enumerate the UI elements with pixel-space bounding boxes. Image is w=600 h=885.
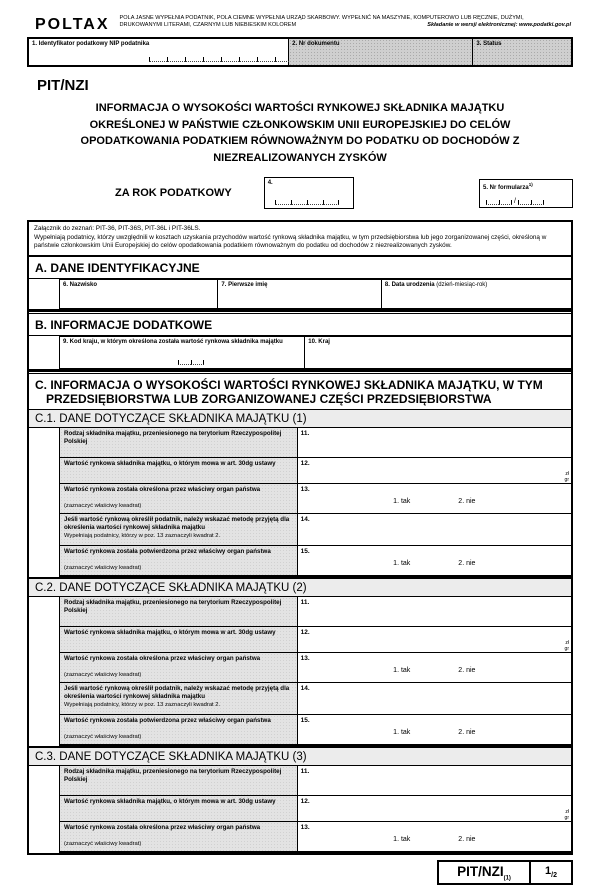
poltax-logo: POLTAX [35,16,110,33]
row-label-note: (zaznaczyć właściwy kwadrat) [64,841,142,848]
nip-field-label: 1. Identyfikator podatkowy NIP podatnika [32,41,150,47]
country-code-entry-comb[interactable] [178,360,204,365]
tax-year-entry-comb[interactable] [275,200,339,205]
row-value-cell[interactable] [298,683,571,714]
position-number: 11. [300,429,310,437]
row-label-note: (zaznaczyć właściwy kwadrat) [64,565,142,572]
subsection-c1 [29,410,571,577]
row-label-cell [60,428,298,457]
document-number-label: 2. Nr dokumentu [292,41,340,47]
section-b-header: B. INFORMACJE DODATKOWE [29,311,571,336]
attachment-note-line-2: Wypełniają podatnicy, którzy uwzględnili w kosztach uzyskania przychodów wartość rynkową składnika majątku, w tym przedsiębiorstwa lub jego zorganizowanej części, określoną w państwie członkowskim Unii Europejskiej do celów opodatkowania podatkiem równoważnym do podatku od dochodów z niezrealizowanych zysków. [34,233,547,250]
position-number: 12. [300,459,310,467]
row-value-cell[interactable] [298,653,571,682]
row-label-note: Wypełniają podatnicy, którzy w poz. 13 zaznaczyli kwadrat 2. [64,701,221,708]
birth-date-field[interactable] [382,279,571,309]
option-nie[interactable]: 2. nie [458,559,476,567]
row-label: Wartość rynkowa składnika majątku, o którym mowa w art. 30dg ustawy [64,797,276,805]
row-value-cell[interactable] [298,514,571,545]
amount-unit-zl: zł [565,640,569,647]
row-value-cell[interactable] [298,766,571,795]
form-title: INFORMACJA O WYSOKOŚCI WARTOŚCI RYNKOWEJ SKŁADNIKA MAJĄTKU OKREŚLONEJ W PAŃSTWIE CZŁONKOWSKIM UNII EUROPEJSKIEJ DO CELÓW OPODATKOWANIA PODATKIEM RÓWNOWAŻNYM DO PODATKU OD DOCHODÓW Z NIEZREALIZOWANYCH ZYSKÓW [80,102,520,164]
form-number-footnote-mark: 1) [528,181,533,187]
row-value-cell[interactable] [298,546,571,575]
position-number: 11. [300,767,310,775]
row-label-note: (zaznaczyć właściwy kwadrat) [64,672,142,679]
tax-year-field[interactable] [264,177,354,209]
country-code-field[interactable] [60,336,305,369]
row-label-cell [60,597,298,626]
amount-unit [565,810,569,821]
footer-form-code: PIT/$NZI_{(1)}$ [439,862,531,883]
amount-unit-zl: zł [565,809,569,816]
yes-no-options [301,560,568,567]
document-number-field [289,39,473,65]
subsection-c2 [29,577,571,746]
attachment-note [29,222,571,257]
row-label: Wartość rynkowa została określona przez właściwy organ państwa [64,485,261,493]
row-value-cell[interactable] [298,458,571,483]
table-row [59,597,571,627]
row-label-cell [60,484,298,513]
row-label-cell [60,822,298,851]
option-tak[interactable]: 1. tak [393,835,411,843]
row-value-cell[interactable] [298,715,571,744]
tax-year-field-number: 4. [267,180,273,186]
efiling-note: Składanie w wersji elektronicznej: www.podatki.gov.pl [427,21,571,28]
row-label: Jeśli wartość rynkową określił podatnik, należy wskazać metodę przyjętą dla określenia wartości rynkowej składnika majątku [64,515,290,532]
row-label-cell [60,715,298,744]
table-row [59,715,571,746]
tax-year-row [27,176,573,210]
row-label-cell [60,627,298,652]
amount-unit [565,472,569,483]
option-nie[interactable]: 2. nie [458,666,476,674]
table-row [59,683,571,715]
table-row [59,458,571,484]
row-value-cell[interactable] [298,597,571,626]
birth-date-label: 8. Data urodzenia (dzień-miesiąc-rok) [384,281,488,288]
position-number: 15. [300,716,310,724]
table-row [59,627,571,653]
table-row [59,766,571,796]
form-number-comb-left[interactable] [486,200,512,205]
section-a-header: A. DANE IDENTYFIKACYJNE [29,257,571,279]
surname-label: 6. Nazwisko [63,281,98,288]
form-number-separator: / [514,197,516,205]
row-value-cell[interactable] [298,822,571,851]
option-nie[interactable]: 2. nie [458,835,476,843]
subsection-c3-rows [29,766,571,853]
table-row [59,653,571,683]
page-footer [27,860,573,885]
row-label: Wartość rynkowa została określona przez właściwy organ państwa [64,823,261,831]
row-label-cell [60,653,298,682]
form-number-label: 5. Nr formularza$^{1)}$ [483,181,533,191]
status-field [473,39,571,65]
table-row [59,428,571,458]
country-label: 10. Kraj [308,338,330,345]
identification-row [27,37,573,67]
instruction-line-1: POLA JASNE WYPEŁNIA PODATNIK, POLA CIEMNE WYPEŁNIA URZĄD SKARBOWY. WYPEŁNIĆ NA MASZYNIE, KOMPUTEROWO LUB RĘCZNIE, DUŻYMI, [119,15,524,21]
first-name-label: 7. Pierwsze imię [221,281,268,288]
birth-date-format-hint: (dzień-miesiąc-rok) [434,281,488,288]
option-nie[interactable]: 2. nie [458,497,476,505]
position-number: 13. [300,823,310,831]
option-tak[interactable]: 1. tak [393,497,411,505]
position-number: 13. [300,485,310,493]
section-b-content [29,336,571,371]
section-a-content [29,279,571,311]
position-number: 13. [300,654,310,662]
row-label: Rodzaj składnika majątku, przeniesionego na terytorium Rzeczypospolitej Polskiej [64,598,282,615]
section-c-header: C. INFORMACJA O WYSOKOŚCI WARTOŚCI RYNKOWEJ SKŁADNIKA MAJĄTKU, W TYM PRZEDSIĘBIORSTWA LUB ZORGANIZOWANEJ CZĘŚCI PRZEDSIĘBIORSTWA [29,371,571,410]
country-field[interactable] [305,336,571,369]
option-tak[interactable]: 1. tak [393,666,411,674]
option-tak[interactable]: 1. tak [393,559,411,567]
first-name-field[interactable] [218,279,382,309]
row-label: Wartość rynkowa została określona przez właściwy organ państwa [64,654,261,662]
row-value-cell[interactable] [298,484,571,513]
table-row [59,484,571,514]
filling-instructions [120,14,571,29]
position-number: 14. [300,684,310,692]
top-instruction-bar [27,12,573,37]
subsection-c1-rows [29,428,571,577]
yes-no-options [301,667,568,674]
row-label-note: (zaznaczyć właściwy kwadrat) [64,734,142,741]
nip-field[interactable] [29,39,289,65]
subsection-c2-title: C.2. DANE DOTYCZĄCE SKŁADNIKA MAJĄTKU (2) [29,577,571,597]
position-number: 15. [300,547,310,555]
status-label: 3. Status [476,41,502,47]
position-number: 12. [300,797,310,805]
row-label-cell [60,546,298,575]
table-row [59,514,571,546]
attachment-note-line-1: Załącznik do zeznań: PIT-36, PIT-36S, PIT-36L i PIT-36LS. [34,225,201,232]
row-label: Wartość rynkowa została potwierdzona przez właściwy organ państwa [64,716,271,724]
row-label-cell [60,458,298,483]
row-label-cell [60,514,298,545]
tax-year-label: ZA ROK PODATKOWY [115,187,232,199]
table-row [59,546,571,577]
row-label: Wartość rynkowa składnika majątku, o którym mowa w art. 30dg ustawy [64,628,276,636]
yes-no-options [301,836,568,843]
form-number-entry[interactable] [486,198,544,205]
form-code-heading: PIT/NZI [37,77,89,94]
row-label: Rodzaj składnika majątku, przeniesionego na terytorium Rzeczypospolitej Polskiej [64,767,282,784]
amount-unit-zl: zł [565,471,569,478]
row-value-cell[interactable] [298,796,571,821]
row-label: Wartość rynkowa składnika majątku, o którym mowa w art. 30dg ustawy [64,459,276,467]
position-number: 11. [300,598,310,606]
row-label-cell [60,683,298,714]
row-label-cell [60,766,298,795]
subsection-c3 [29,746,571,853]
row-label: Rodzaj składnika majątku, przeniesionego na terytorium Rzeczypospolitej Polskiej [64,429,282,446]
yes-no-options [301,498,568,505]
subsection-c3-title: C.3. DANE DOTYCZĄCE SKŁADNIKA MAJĄTKU (3) [29,746,571,766]
option-nie[interactable]: 2. nie [458,728,476,736]
subsection-c2-rows [29,597,571,746]
row-label-note: (zaznaczyć właściwy kwadrat) [64,503,142,510]
form-body [27,220,573,855]
table-row [59,822,571,853]
row-label: Jeśli wartość rynkową określił podatnik, należy wskazać metodę przyjętą dla określenia wartości rynkowej składnika majątku [64,684,290,701]
table-row [59,796,571,822]
yes-no-options [301,729,568,736]
row-value-cell[interactable] [298,627,571,652]
row-label: Wartość rynkowa została potwierdzona przez właściwy organ państwa [64,547,271,555]
footer-form-code-sub: (1) [503,875,511,882]
amount-unit [565,641,569,652]
form-number-field[interactable] [479,179,573,208]
amount-unit-gr: gr [564,814,569,821]
position-number: 14. [300,515,310,523]
position-number: 12. [300,628,310,636]
amount-unit-gr: gr [564,645,569,652]
amount-unit-gr: gr [564,476,569,483]
instruction-line-2: DRUKOWANYMI LITERAMI, CZARNYM LUB NIEBIESKIM KOLOREM [119,21,297,28]
country-code-label: 9. Kod kraju, w którym określona została wartość rynkowa składnika majątku [63,338,283,345]
page-indicator: $1_{/2}$ [545,864,557,880]
row-label-note: Wypełniają podatnicy, którzy w poz. 13 zaznaczyli kwadrat 2. [64,532,221,539]
option-tak[interactable]: 1. tak [393,728,411,736]
surname-field[interactable] [60,279,218,309]
form-number-comb-right[interactable] [518,200,544,205]
row-label-cell [60,796,298,821]
row-value-cell[interactable] [298,428,571,457]
subsection-c1-title: C.1. DANE DOTYCZĄCE SKŁADNIKA MAJĄTKU (1) [29,410,571,428]
